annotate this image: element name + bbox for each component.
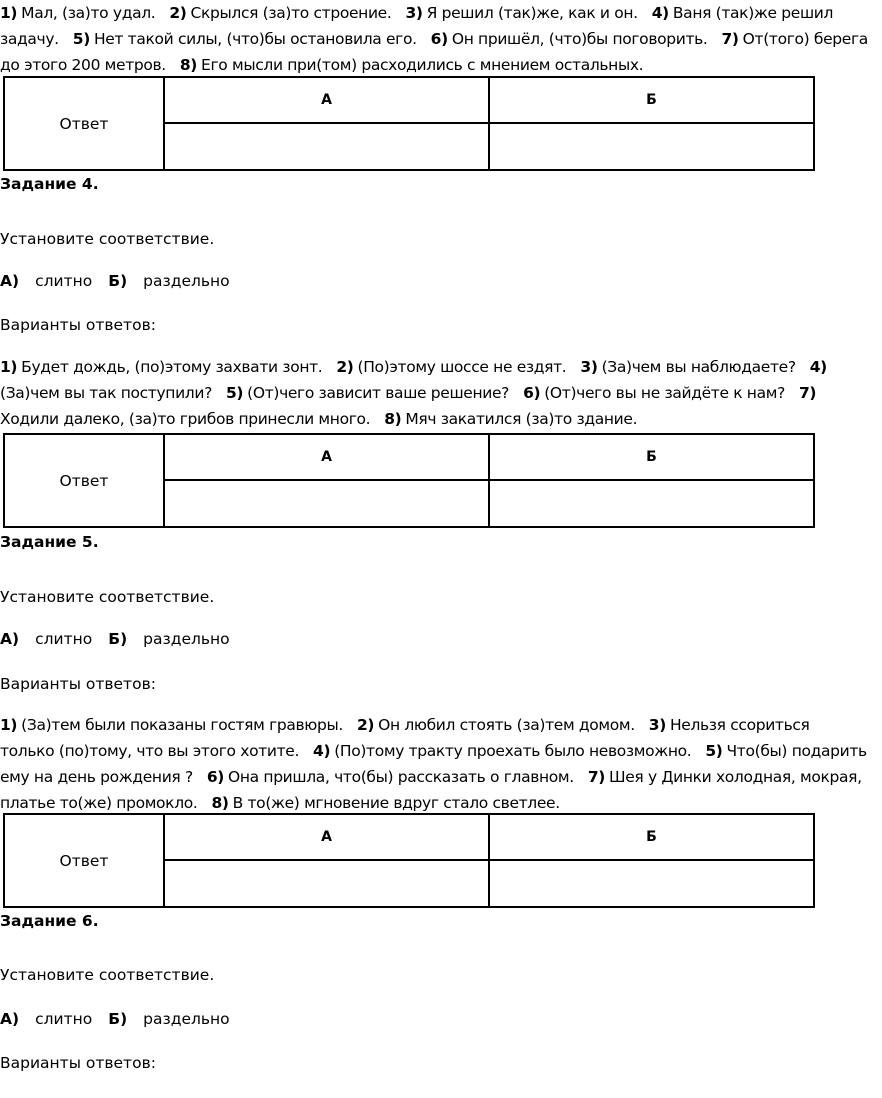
variant-number: 7) (587, 768, 606, 786)
answer-cell-a[interactable] (164, 480, 489, 527)
variants-block-1 (0, 0, 868, 78)
answer-table-1 (3, 76, 815, 171)
variant-text: От(того) берега (742, 30, 868, 48)
variant-text: Я решил (так)же, как и он. (426, 4, 638, 22)
answer-cell-b[interactable] (489, 860, 814, 907)
variant-item (405, 4, 637, 22)
variant-number: 7) (721, 30, 739, 48)
variants-label: Варианты ответов: (0, 675, 156, 693)
variants-line (0, 764, 862, 790)
variant-item (0, 768, 193, 786)
variants-line (0, 712, 816, 738)
variant-item (0, 384, 212, 402)
answer-cell-a[interactable] (164, 123, 489, 170)
option-b-value: раздельно (143, 272, 230, 290)
variant-text: Ваня (так)же решил (672, 4, 834, 22)
variant-text: (От)чего зависит ваше решение? (247, 384, 510, 402)
variant-text: Ходили далеко, (за)то грибов принесли много. (0, 410, 371, 428)
task-6-title: Задание 6. (0, 912, 99, 930)
options-line (0, 1010, 246, 1028)
variant-item (169, 4, 391, 22)
option-b-label: Б) (108, 630, 128, 648)
variants-line (0, 0, 834, 26)
variant-number: 3) (648, 716, 666, 734)
variant-item (0, 742, 299, 760)
variant-text: Скрылся (за)то строение. (190, 4, 392, 22)
variant-text: Нет такой силы, (что)бы остановила его. (93, 30, 417, 48)
option-a-value: слитно (35, 630, 93, 648)
variant-item (313, 742, 691, 760)
variant-number: 6) (206, 768, 225, 786)
variant-item (0, 56, 166, 74)
variant-text: (За)чем вы так поступили? (0, 384, 212, 402)
variant-item (652, 4, 833, 22)
variant-item (357, 716, 635, 734)
variant-text: до этого 200 метров. (0, 56, 166, 74)
variant-text: Шея у Динки холодная, мокрая, (609, 768, 862, 786)
variant-item (207, 768, 574, 786)
variant-text: Его мысли при(том) расходились с мнением остальных. (201, 56, 644, 74)
option-a-value: слитно (35, 1010, 93, 1028)
variant-number: 1) (0, 4, 18, 22)
variant-item (0, 4, 155, 22)
variant-item (799, 384, 820, 402)
answer-label: Ответ (4, 77, 164, 170)
answer-cell-b[interactable] (489, 480, 814, 527)
variant-text: ему на день рождения ? (0, 768, 193, 786)
column-a-header: А (164, 77, 489, 123)
answer-cell-a[interactable] (164, 860, 489, 907)
variants-line (0, 354, 827, 380)
variant-item (73, 30, 417, 48)
variant-number: 5) (705, 742, 723, 760)
variant-item (0, 794, 197, 812)
variant-item (0, 358, 322, 376)
options-line (0, 272, 246, 290)
variant-text: только (по)тому, что вы этого хотите. (0, 742, 300, 760)
variant-number: 6) (430, 30, 448, 48)
variant-item (580, 358, 795, 376)
instruction-text: Установите соответствие. (0, 966, 215, 984)
answer-table-3 (3, 813, 815, 908)
variant-number: 4) (809, 358, 827, 376)
option-a-value: слитно (35, 272, 93, 290)
variant-text: Будет дождь, (по)этому захвати зонт. (21, 358, 323, 376)
variant-text: Он любил стоять (за)тем домом. (378, 716, 635, 734)
task-5-title: Задание 5. (0, 533, 99, 551)
column-b-header: Б (489, 77, 814, 123)
variant-item (384, 410, 637, 428)
variant-number: 8) (179, 56, 198, 74)
variant-item (810, 358, 831, 376)
variant-number: 1) (0, 716, 18, 734)
variant-text: платье то(же) промокло. (0, 794, 198, 812)
variant-text: (По)тому тракту проехать было невозможно. (334, 742, 692, 760)
answer-table-2 (3, 433, 815, 528)
variant-item (0, 716, 343, 734)
instruction-text: Установите соответствие. (0, 230, 215, 248)
answer-cell-b[interactable] (489, 123, 814, 170)
variant-text: В то(же) мгновение вдруг стало светлее. (232, 794, 560, 812)
variant-number: 2) (169, 4, 187, 22)
option-b-value: раздельно (143, 630, 230, 648)
option-b-label: Б) (108, 1010, 128, 1028)
variant-item (705, 742, 866, 760)
column-a-header: А (164, 434, 489, 480)
instruction-text: Установите соответствие. (0, 588, 215, 606)
option-a-label: А) (0, 630, 20, 648)
variant-text: Что(бы) подарить (726, 742, 867, 760)
variant-text: Она пришла, что(бы) рассказать о главном. (228, 768, 574, 786)
variant-number: 7) (798, 384, 817, 402)
variant-text: (По)этому шоссе не ездят. (357, 358, 567, 376)
option-b-label: Б) (108, 272, 128, 290)
variant-text: Нельзя ссориться (669, 716, 810, 734)
variants-label: Варианты ответов: (0, 1054, 156, 1072)
variants-line (0, 738, 867, 764)
variants-line (0, 52, 816, 78)
variant-item (0, 410, 370, 428)
variants-block-2 (0, 354, 827, 432)
task-4-title: Задание 4. (0, 175, 99, 193)
options-line (0, 630, 246, 648)
variant-item (431, 30, 708, 48)
variant-number: 8) (211, 794, 229, 812)
variant-item (226, 384, 509, 402)
variant-number: 4) (651, 4, 669, 22)
variants-line (0, 406, 816, 432)
variant-item (523, 384, 785, 402)
variant-item (722, 30, 868, 48)
variants-block-3 (0, 712, 867, 816)
variant-number: 8) (384, 410, 402, 428)
option-b-value: раздельно (143, 1010, 230, 1028)
variant-text: задачу. (0, 30, 59, 48)
variant-number: 4) (313, 742, 331, 760)
variants-line (0, 380, 816, 406)
column-b-header: Б (489, 814, 814, 860)
variant-text: Он пришёл, (что)бы поговорить. (451, 30, 708, 48)
variant-item (336, 358, 566, 376)
variant-number: 2) (356, 716, 375, 734)
variants-line (0, 26, 868, 52)
column-a-header: А (164, 814, 489, 860)
variant-text: (От)чего вы не зайдёте к нам? (544, 384, 785, 402)
column-b-header: Б (489, 434, 814, 480)
variant-number: 5) (72, 30, 90, 48)
answer-label: Ответ (4, 814, 164, 907)
variant-item (0, 30, 59, 48)
variant-text: (За)тем были показаны гостям гравюры. (21, 716, 343, 734)
answer-label: Ответ (4, 434, 164, 527)
variants-label: Варианты ответов: (0, 316, 156, 334)
option-a-label: А) (0, 1010, 20, 1028)
variant-number: 6) (523, 384, 541, 402)
variant-number: 5) (225, 384, 244, 402)
variant-number: 3) (405, 4, 423, 22)
option-a-label: А) (0, 272, 20, 290)
variant-item (649, 716, 810, 734)
variant-item (588, 768, 862, 786)
variant-number: 3) (580, 358, 598, 376)
variant-item (180, 56, 643, 74)
variant-text: Мал, (за)то удал. (21, 4, 156, 22)
variant-number: 1) (0, 358, 18, 376)
variant-text: Мяч закатился (за)то здание. (405, 410, 638, 428)
variant-number: 2) (336, 358, 354, 376)
variant-text: (За)чем вы наблюдаете? (601, 358, 796, 376)
variant-item (211, 794, 559, 812)
